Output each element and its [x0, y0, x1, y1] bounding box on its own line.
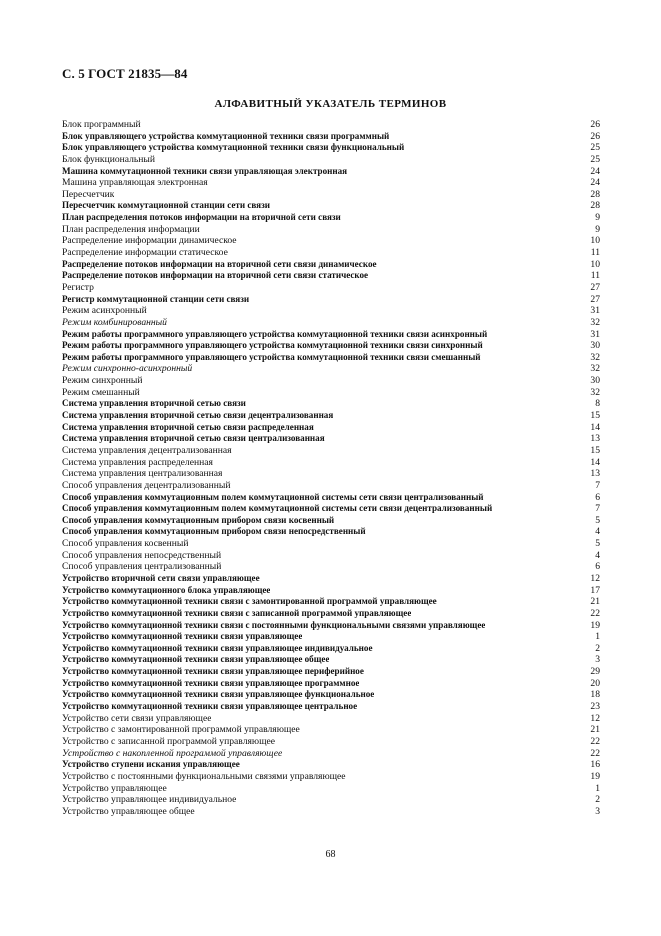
- index-term: Режим синхронный: [62, 375, 143, 387]
- index-entry: [62, 177, 600, 189]
- index-entry: [62, 340, 600, 352]
- index-page-ref: 13: [590, 433, 600, 445]
- index-page-ref: 22: [590, 735, 600, 747]
- index-page-ref: 16: [590, 759, 600, 771]
- index-entry: [62, 759, 600, 771]
- index-entry: [62, 282, 600, 294]
- index-entry: [62, 212, 600, 224]
- index-page-ref: 15: [590, 410, 600, 422]
- index-entry: [62, 235, 600, 247]
- index-term: Машина управляющая электронная: [62, 177, 208, 189]
- index-entry: [62, 142, 600, 154]
- index-page-ref: 6: [595, 491, 600, 503]
- index-term: Распределение информации динамическое: [62, 235, 237, 247]
- index-term: Способ управления коммутационным полем коммутационной системы сети связи децентрализованный: [62, 503, 493, 514]
- index-page-ref: 27: [590, 281, 600, 293]
- index-page-ref: 21: [590, 724, 600, 736]
- index-term: Устройство коммутационной техники связи управляющее программное: [62, 677, 360, 688]
- index-page-ref: 9: [595, 212, 600, 224]
- index-page-ref: 26: [590, 119, 600, 130]
- index-page-ref: 10: [590, 258, 600, 270]
- index-term: Устройство управляющее общее: [62, 805, 195, 817]
- index-entry: [62, 166, 600, 178]
- index-term: Распределение потоков информации на вторичной сети связи динамическое: [62, 258, 377, 269]
- index-entry: [62, 375, 600, 387]
- index-page-ref: 14: [590, 421, 600, 433]
- index-term: Режим комбинированный: [62, 316, 167, 328]
- index-term: Система управления вторичной сетью связи распределенная: [62, 421, 314, 432]
- index-page-ref: 22: [590, 607, 600, 619]
- index-page-ref: 11: [590, 270, 600, 282]
- index-page-ref: 30: [590, 340, 600, 352]
- index-term: Устройство коммутационной техники связи управляющее индивидуальное: [62, 642, 373, 653]
- index-term: Устройство коммутационной техники связи управляющее периферийное: [62, 666, 364, 677]
- index-term: Система управления децентрализованная: [62, 444, 232, 456]
- index-entry: [62, 748, 600, 760]
- index-term: Устройство коммутационной техники связи управляющее: [62, 631, 303, 642]
- index-term: Пересчетчик: [62, 188, 115, 200]
- index-page-ref: 22: [590, 747, 600, 759]
- index-term: Регистр коммутационной станции сети связи: [62, 293, 250, 304]
- index-term: Способ управления централизованный: [62, 561, 222, 573]
- index-title: АЛФАВИТНЫЙ УКАЗАТЕЛЬ ТЕРМИНОВ: [214, 98, 447, 110]
- index-term: Устройство управляющее индивидуальное: [62, 794, 237, 806]
- index-entry: [62, 631, 600, 643]
- index-term: Устройство коммутационной техники связи с постоянными функциональными связями управляющее: [62, 619, 486, 630]
- index-page-ref: 9: [595, 223, 600, 235]
- index-entry: [62, 608, 600, 620]
- index-term: Способ управления коммутационным полем коммутационной системы сети связи централизованный: [62, 491, 484, 502]
- index-page-ref: 32: [590, 386, 600, 398]
- index-entry: [62, 643, 600, 655]
- index-term: Система управления распределенная: [62, 456, 213, 468]
- index-page-ref: 12: [590, 572, 600, 584]
- index-entry: [62, 305, 600, 317]
- index-page-ref: 20: [590, 677, 600, 689]
- index-page-ref: 28: [590, 200, 600, 212]
- index-page-ref: 24: [590, 165, 600, 177]
- index-page-ref: 8: [595, 398, 600, 410]
- index-entry: [62, 119, 600, 131]
- index-page-ref: 3: [595, 654, 600, 666]
- index-term: Система управления централизованная: [62, 468, 223, 480]
- index-entry: [62, 294, 600, 306]
- index-page-ref: 24: [590, 177, 600, 189]
- index-entry: [62, 724, 600, 736]
- index-term: Режим асинхронный: [62, 305, 147, 317]
- index-entry: [62, 480, 600, 492]
- index-term: Устройство с записанной программой управляющее: [62, 735, 275, 747]
- index-term: Режим смешанный: [62, 386, 140, 398]
- index-term: Блок функциональный: [62, 153, 156, 165]
- index-page-ref: 25: [590, 153, 600, 165]
- index-term: Устройство с замонтированной программой управляющее: [62, 724, 300, 736]
- index-term: Устройство коммутационной техники связи управляющее центральное: [62, 701, 358, 712]
- index-entry: [62, 317, 600, 329]
- page-number: 68: [325, 849, 336, 860]
- index-term: Устройство с постоянными функциональными связями управляющее: [62, 770, 346, 782]
- index-page-ref: 30: [590, 375, 600, 387]
- index-term: Блок управляющего устройства коммутационной техники связи программный: [62, 130, 390, 141]
- index-page-ref: 32: [590, 363, 600, 375]
- index-term: Способ управления децентрализованный: [62, 479, 231, 491]
- index-term: Устройство коммутационного блока управляющее: [62, 584, 271, 595]
- index-entry: [62, 736, 600, 748]
- index-term: Режим работы программного управляющего устройства коммутационной техники связи синхронный: [62, 340, 483, 351]
- index-entry: [62, 433, 600, 445]
- index-term: Способ управления непосредственный: [62, 549, 222, 561]
- index-term: План распределения потоков информации на вторичной сети связи: [62, 212, 341, 223]
- index-term: Устройство с накопленной программой управляющее: [62, 747, 283, 759]
- index-entry: [62, 515, 600, 527]
- index-page-ref: 13: [590, 468, 600, 480]
- index-term: Устройство коммутационной техники связи управляющее функциональное: [62, 689, 375, 700]
- index-term: Режим работы программного управляющего устройства коммутационной техники связи смешанный: [62, 351, 481, 362]
- index-page-ref: 29: [590, 666, 600, 678]
- index-entry: [62, 398, 600, 410]
- index-entry: [62, 561, 600, 573]
- index-term: Распределение потоков информации на вторичной сети связи статическое: [62, 270, 369, 281]
- index-page-ref: 32: [590, 351, 600, 363]
- index-entry: [62, 573, 600, 585]
- index-page-ref: 11: [590, 247, 600, 259]
- index-entry: [62, 771, 600, 783]
- index-term: План распределения информации: [62, 223, 200, 235]
- index-term: Устройство управляющее: [62, 782, 167, 794]
- index-page-ref: 27: [590, 293, 600, 305]
- index-term: Система управления вторичной сетью связи: [62, 398, 246, 409]
- index-entry: [62, 189, 600, 201]
- index-term: Система управления вторичной сетью связи децентрализованная: [62, 410, 334, 421]
- index-entry: [62, 445, 600, 457]
- index-term: Устройство сети связи управляющее: [62, 712, 212, 724]
- index-entry: [62, 352, 600, 364]
- index-page-ref: 17: [590, 584, 600, 596]
- index-page-ref: 31: [590, 305, 600, 317]
- index-term: Способ управления коммутационным прибором связи косвенный: [62, 514, 335, 525]
- index-page-ref: 6: [595, 561, 600, 573]
- index-page-ref: 3: [595, 805, 600, 817]
- index-term: Режим синхронно-асинхронный: [62, 363, 193, 375]
- index-entry: [62, 654, 600, 666]
- index-entry: [62, 224, 600, 236]
- index-term: Режим работы программного управляющего устройства коммутационной техники связи асинхронный: [62, 328, 488, 339]
- index-page-ref: 14: [590, 456, 600, 468]
- index-entry: [62, 620, 600, 632]
- index-entry: [62, 550, 600, 562]
- index-page-ref: 5: [595, 514, 600, 526]
- index-term: Устройство коммутационной техники связи с замонтированной программой управляющее: [62, 596, 437, 607]
- index-term: Устройство ступени искания управляющее: [62, 759, 240, 770]
- index-entry: [62, 422, 600, 434]
- index-entry: [62, 526, 600, 538]
- index-entry: [62, 468, 600, 480]
- index-page-ref: 1: [595, 631, 600, 643]
- index-page-ref: 19: [590, 770, 600, 782]
- index-entry: [62, 701, 600, 713]
- index-entry: [62, 783, 600, 795]
- index-page-ref: 19: [590, 619, 600, 631]
- index-entry: [62, 492, 600, 504]
- index-page-ref: 18: [590, 689, 600, 701]
- index-page-ref: 2: [595, 794, 600, 806]
- index-page-ref: 7: [595, 479, 600, 491]
- index-term: Блок программный: [62, 119, 141, 130]
- index-page-ref: 2: [595, 642, 600, 654]
- index-term: Блок управляющего устройства коммутационной техники связи функциональный: [62, 142, 405, 153]
- index-term: Пересчетчик коммутационной станции сети связи: [62, 200, 270, 211]
- index-entry: [62, 713, 600, 725]
- index-entry: [62, 270, 600, 282]
- index-entry: [62, 154, 600, 166]
- index-page-ref: 7: [595, 503, 600, 515]
- index-entry: [62, 794, 600, 806]
- index-entry: [62, 596, 600, 608]
- index-entry: [62, 387, 600, 399]
- index-entry: [62, 666, 600, 678]
- index-term: Способ управления косвенный: [62, 538, 189, 550]
- index-term: Регистр: [62, 281, 94, 293]
- index-entry: [62, 329, 600, 341]
- index-entry: [62, 538, 600, 550]
- index-page-ref: 31: [590, 328, 600, 340]
- index-entry: [62, 200, 600, 212]
- index-term: Способ управления коммутационным прибором связи непосредственный: [62, 526, 366, 537]
- index-term: Машина коммутационной техники связи управляющая электронная: [62, 165, 348, 176]
- index-entry: [62, 131, 600, 143]
- index-term: Распределение информации статическое: [62, 247, 228, 259]
- index-page-ref: 25: [590, 142, 600, 154]
- index-entry: [62, 503, 600, 515]
- index-page-ref: 10: [590, 235, 600, 247]
- index-entry: [62, 410, 600, 422]
- index-entry: [62, 585, 600, 597]
- index-page-ref: 4: [595, 549, 600, 561]
- index-page-ref: 23: [590, 701, 600, 713]
- term-index-list: [62, 119, 600, 817]
- index-page-ref: 21: [590, 596, 600, 608]
- index-page-ref: 32: [590, 316, 600, 328]
- index-entry: [62, 678, 600, 690]
- index-entry: [62, 259, 600, 271]
- index-page-ref: 28: [590, 188, 600, 200]
- index-entry: [62, 689, 600, 701]
- index-term: Устройство коммутационной техники связи с записанной программой управляющее: [62, 607, 412, 618]
- index-page-ref: 26: [590, 130, 600, 142]
- index-page-ref: 15: [590, 444, 600, 456]
- index-page-ref: 5: [595, 538, 600, 550]
- running-header: С. 5 ГОСТ 21835—84: [62, 66, 188, 81]
- index-page-ref: 1: [595, 782, 600, 794]
- index-entry: [62, 247, 600, 259]
- index-page-ref: 12: [590, 712, 600, 724]
- index-entry: [62, 806, 600, 818]
- index-page-ref: 4: [595, 526, 600, 538]
- index-entry: [62, 457, 600, 469]
- index-entry: [62, 363, 600, 375]
- index-term: Устройство вторичной сети связи управляющее: [62, 572, 260, 583]
- index-term: Устройство коммутационной техники связи управляющее общее: [62, 654, 330, 665]
- index-term: Система управления вторичной сетью связи централизованная: [62, 433, 325, 444]
